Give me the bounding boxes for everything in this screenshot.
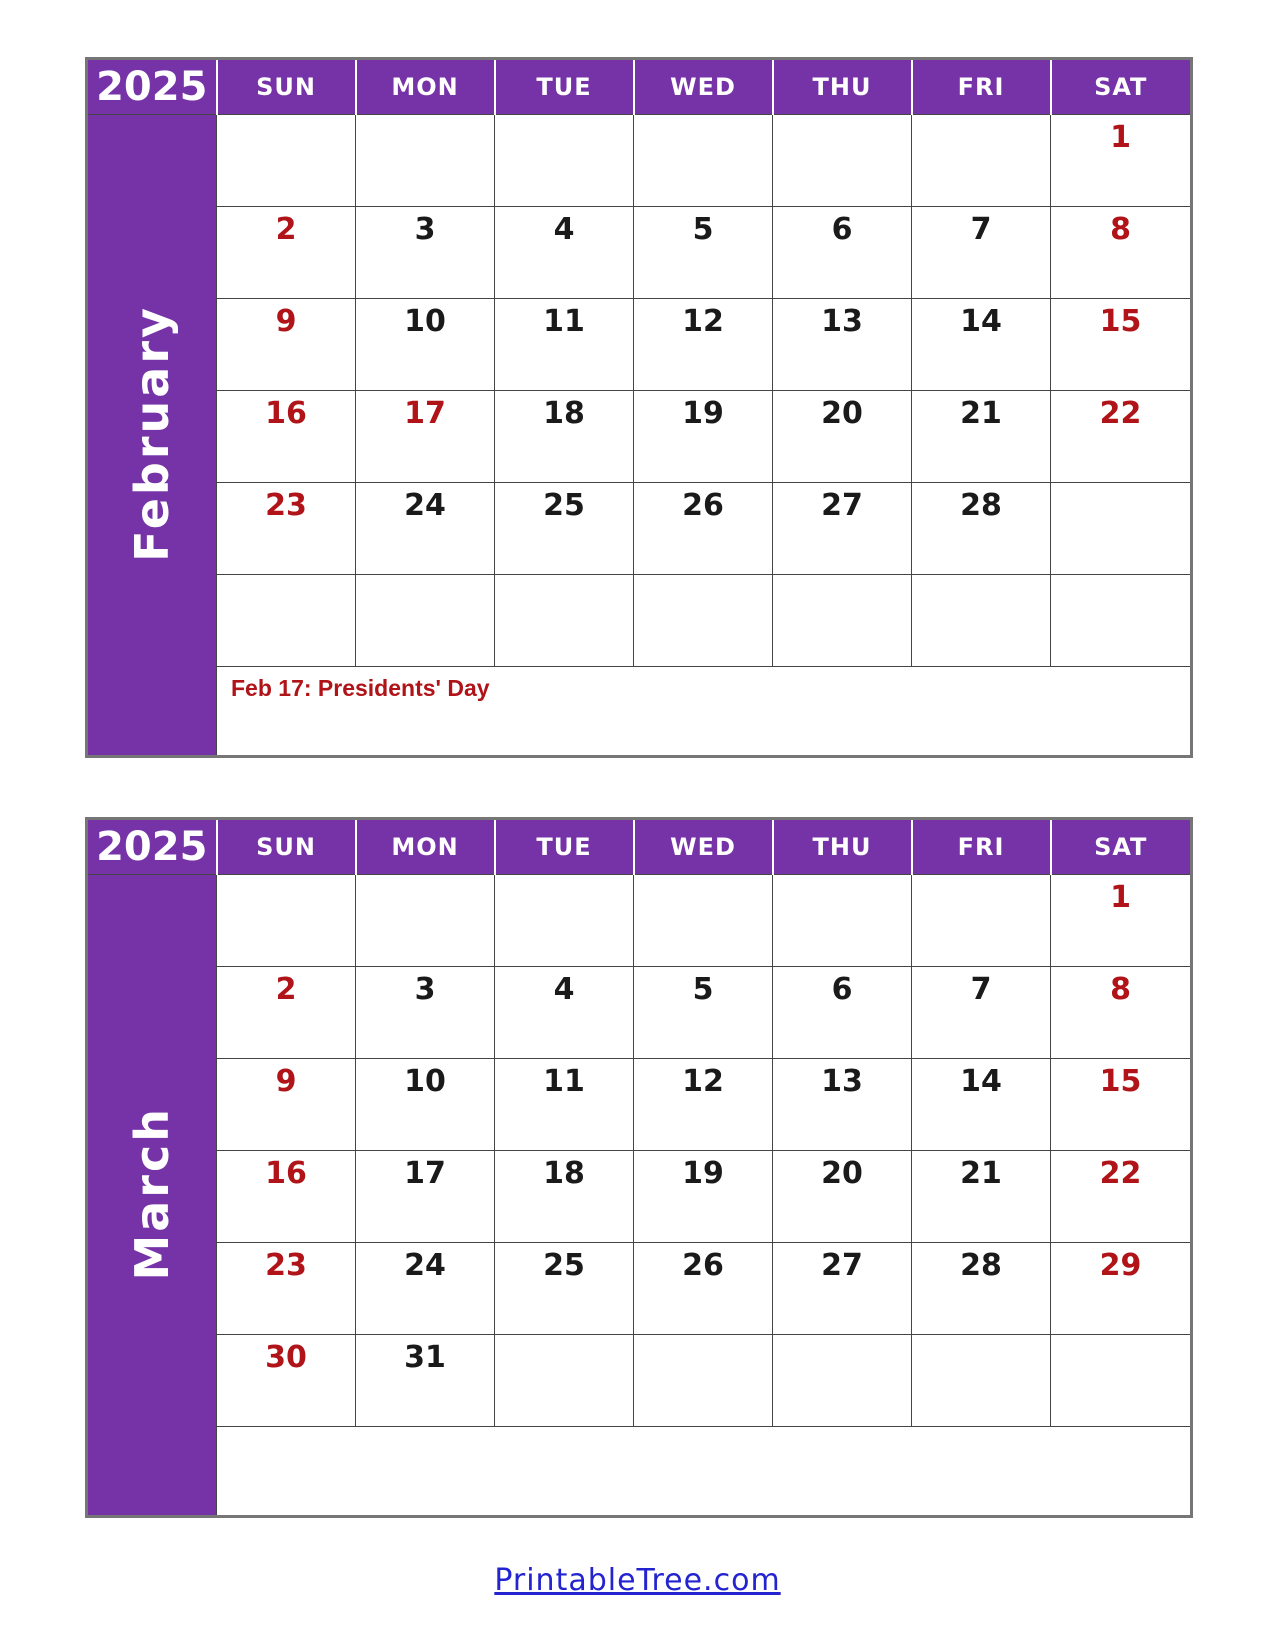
week-row xyxy=(87,483,1192,575)
week-row xyxy=(87,115,1192,207)
day-cell-empty xyxy=(1051,483,1192,575)
day-cell-2: 2 xyxy=(217,207,356,299)
week-row xyxy=(87,391,1192,483)
day-cell-empty xyxy=(495,575,634,667)
day-cell-11: 11 xyxy=(495,1059,634,1151)
day-cell-14: 14 xyxy=(912,299,1051,391)
holiday-note xyxy=(217,1427,1192,1517)
day-cell-13: 13 xyxy=(773,1059,912,1151)
day-cell-28: 28 xyxy=(912,1243,1051,1335)
day-cell-30: 30 xyxy=(217,1335,356,1427)
day-cell-19: 19 xyxy=(634,391,773,483)
day-cell-empty xyxy=(495,1335,634,1427)
day-cell-9: 9 xyxy=(217,1059,356,1151)
day-cell-11: 11 xyxy=(495,299,634,391)
header-row xyxy=(87,819,1192,875)
day-cell-20: 20 xyxy=(773,1151,912,1243)
day-cell-28: 28 xyxy=(912,483,1051,575)
day-cell-empty xyxy=(634,115,773,207)
day-cell-25: 25 xyxy=(495,483,634,575)
day-cell-16: 16 xyxy=(217,391,356,483)
day-cell-9: 9 xyxy=(217,299,356,391)
week-row xyxy=(87,1059,1192,1151)
day-cell-empty xyxy=(912,1335,1051,1427)
day-cell-12: 12 xyxy=(634,299,773,391)
month-sidebar xyxy=(87,115,217,757)
week-row xyxy=(87,575,1192,667)
day-cell-31: 31 xyxy=(356,1335,495,1427)
day-cell-23: 23 xyxy=(217,1243,356,1335)
day-cell-3: 3 xyxy=(356,207,495,299)
calendar-march xyxy=(85,817,1190,1518)
weekday-header-fri: FRI xyxy=(912,59,1051,115)
day-cell-5: 5 xyxy=(634,967,773,1059)
day-cell-24: 24 xyxy=(356,483,495,575)
week-row xyxy=(87,299,1192,391)
day-cell-1: 1 xyxy=(1051,875,1192,967)
week-row xyxy=(87,967,1192,1059)
day-cell-empty xyxy=(773,875,912,967)
week-row xyxy=(87,1151,1192,1243)
year-label: 2025 xyxy=(87,59,217,115)
day-cell-19: 19 xyxy=(634,1151,773,1243)
weekday-header-thu: THU xyxy=(773,819,912,875)
day-cell-empty xyxy=(912,115,1051,207)
day-cell-17: 17 xyxy=(356,1151,495,1243)
day-cell-empty xyxy=(356,115,495,207)
weekday-header-sat: SAT xyxy=(1051,59,1192,115)
month-label: March xyxy=(125,1105,179,1281)
day-cell-3: 3 xyxy=(356,967,495,1059)
day-cell-empty xyxy=(773,575,912,667)
day-cell-empty xyxy=(217,115,356,207)
day-cell-empty xyxy=(773,1335,912,1427)
week-row xyxy=(87,875,1192,967)
day-cell-14: 14 xyxy=(912,1059,1051,1151)
day-cell-empty xyxy=(495,875,634,967)
day-cell-6: 6 xyxy=(773,967,912,1059)
month-label: February xyxy=(125,304,179,562)
day-cell-27: 27 xyxy=(773,483,912,575)
day-cell-empty xyxy=(634,1335,773,1427)
year-label: 2025 xyxy=(87,819,217,875)
day-cell-27: 27 xyxy=(773,1243,912,1335)
weekday-header-mon: MON xyxy=(356,819,495,875)
march-table xyxy=(85,817,1193,1518)
weekday-header-mon: MON xyxy=(356,59,495,115)
day-cell-empty xyxy=(217,575,356,667)
day-cell-18: 18 xyxy=(495,391,634,483)
day-cell-18: 18 xyxy=(495,1151,634,1243)
footer-link[interactable]: PrintableTree.com xyxy=(494,1563,781,1598)
weekday-header-tue: TUE xyxy=(495,59,634,115)
day-cell-22: 22 xyxy=(1051,391,1192,483)
week-row xyxy=(87,1243,1192,1335)
day-cell-4: 4 xyxy=(495,207,634,299)
day-cell-15: 15 xyxy=(1051,1059,1192,1151)
day-cell-empty xyxy=(356,575,495,667)
day-cell-6: 6 xyxy=(773,207,912,299)
note-row xyxy=(87,667,1192,757)
day-cell-empty xyxy=(495,115,634,207)
day-cell-26: 26 xyxy=(634,483,773,575)
weekday-header-fri: FRI xyxy=(912,819,1051,875)
day-cell-7: 7 xyxy=(912,207,1051,299)
weekday-header-sun: SUN xyxy=(217,59,356,115)
day-cell-26: 26 xyxy=(634,1243,773,1335)
day-cell-8: 8 xyxy=(1051,207,1192,299)
day-cell-empty xyxy=(912,575,1051,667)
day-cell-15: 15 xyxy=(1051,299,1192,391)
day-cell-empty xyxy=(912,875,1051,967)
header-row xyxy=(87,59,1192,115)
day-cell-4: 4 xyxy=(495,967,634,1059)
note-row xyxy=(87,1427,1192,1517)
weekday-header-wed: WED xyxy=(634,59,773,115)
day-cell-10: 10 xyxy=(356,1059,495,1151)
day-cell-16: 16 xyxy=(217,1151,356,1243)
day-cell-13: 13 xyxy=(773,299,912,391)
day-cell-empty xyxy=(634,875,773,967)
day-cell-21: 21 xyxy=(912,1151,1051,1243)
day-cell-empty xyxy=(356,875,495,967)
week-row xyxy=(87,1335,1192,1427)
day-cell-1: 1 xyxy=(1051,115,1192,207)
day-cell-12: 12 xyxy=(634,1059,773,1151)
day-cell-empty xyxy=(1051,1335,1192,1427)
february-table xyxy=(85,57,1193,758)
day-cell-7: 7 xyxy=(912,967,1051,1059)
day-cell-empty xyxy=(773,115,912,207)
weekday-header-sun: SUN xyxy=(217,819,356,875)
holiday-note: Feb 17: Presidents' Day xyxy=(217,667,1192,757)
day-cell-empty xyxy=(217,875,356,967)
day-cell-25: 25 xyxy=(495,1243,634,1335)
day-cell-2: 2 xyxy=(217,967,356,1059)
day-cell-5: 5 xyxy=(634,207,773,299)
day-cell-21: 21 xyxy=(912,391,1051,483)
day-cell-17: 17 xyxy=(356,391,495,483)
day-cell-24: 24 xyxy=(356,1243,495,1335)
month-sidebar xyxy=(87,875,217,1517)
day-cell-10: 10 xyxy=(356,299,495,391)
day-cell-20: 20 xyxy=(773,391,912,483)
day-cell-empty xyxy=(1051,575,1192,667)
weekday-header-tue: TUE xyxy=(495,819,634,875)
calendar-february xyxy=(85,57,1190,758)
week-row xyxy=(87,207,1192,299)
day-cell-29: 29 xyxy=(1051,1243,1192,1335)
day-cell-empty xyxy=(634,575,773,667)
weekday-header-wed: WED xyxy=(634,819,773,875)
weekday-header-sat: SAT xyxy=(1051,819,1192,875)
day-cell-22: 22 xyxy=(1051,1151,1192,1243)
day-cell-8: 8 xyxy=(1051,967,1192,1059)
weekday-header-thu: THU xyxy=(773,59,912,115)
day-cell-23: 23 xyxy=(217,483,356,575)
